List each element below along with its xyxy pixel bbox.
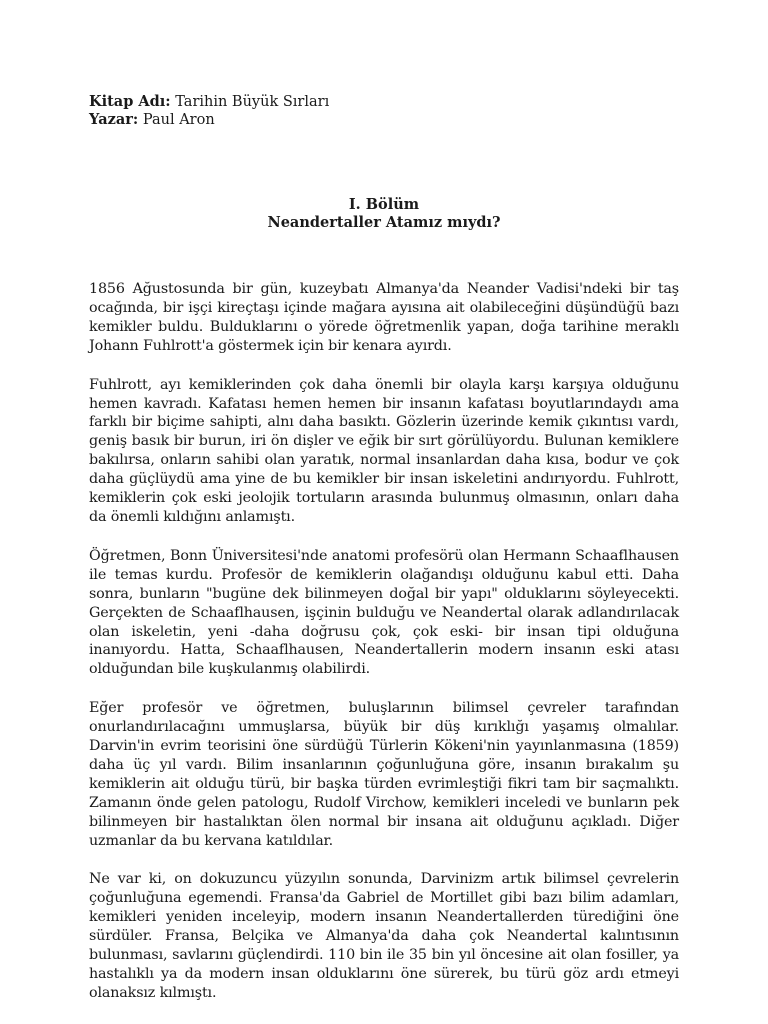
paragraph-5: Ne var ki, on dokuzuncu yüzyılın sonunda, Darvinizm artık bilimsel çevrelerin çoğunluğuna egemendi. Fransa'da Gabriel de Mortillet gibi bazı bilim adamları, kemikleri yeniden inceleyip, modern insanın Neandertallerden türediğini öne sürdüler. Fransa, Belçika ve Almanya'da daha çok Neandertal kalıntısının bulunması, savlarını güçlendirdi. 110 bin ile 35 bin yıl öncesine ait olan fosiller, ya hastalıklı ya da modern insan olduklarını öne sürerek, bu türü göz ardı etmeyi olanaksız kılmıştı. xyxy=(89,871,679,1001)
book-author-value: Paul Aron xyxy=(142,112,215,128)
chapter-number: I. Bölüm xyxy=(348,196,420,213)
book-title-label: Kitap Adı: xyxy=(89,93,171,110)
paragraph-2: Fuhlrott, ayı kemiklerinden çok daha önemli bir olayla karşı karşıya olduğunu hemen kavradı. Kafatası hemen hemen bir insanın kafatası boyutlarındaydı ama farklı bir biçime sahipti, alnı daha basıktı. Gözlerin üzerinde kemik çıkıntısı vardı, geniş basık bir burun, iri ön dişler ve eğik bir sırt görülüyordu. Bulunan kemiklere bakılırsa, onların sahibi olan yaratık, normal insanlardan daha kısa, bodur ve çok daha güçlüydü ama yine de bu kemikler bir insan iskeletini andırıyordu. Fuhlrott, kemiklerin çok eski jeolojik tortuların arasında bulunmuş olmasının, onları daha da önemli kıldığını anlamıştı. xyxy=(89,376,679,525)
paragraph-4: Eğer profesör ve öğretmen, buluşlarının bilimsel çevreler tarafından onurlandırılacağını ummuşlarsa, büyük bir düş kırıklığı yaşamış olmalılar. Darvin'in evrim teorisini öne sürdüğü Türlerin Kökeni'nin yayınlanmasına (1859) daha üç yıl vardı. Bilim insanlarının çoğunluğuna göre, insanın bırakalım şu kemiklerin ait olduğu türü, bir başka türden evrimleştiği fikri tam bir saçmalıktı. Zamanın önde gelen patologu, Rudolf Virchow, kemikleri inceledi ve bunların pek bilinmeyen bir hastalıktan ölen normal bir insana ait olduğunu açıkladı. Diğer uzmanlar da bu kervana katıldılar. xyxy=(89,700,679,849)
chapter-heading xyxy=(89,196,679,232)
document-page xyxy=(89,93,679,1023)
book-author-line xyxy=(89,111,679,129)
book-author-label: Yazar: xyxy=(89,111,139,128)
chapter-title: Neandertaller Atamız mıydı? xyxy=(267,214,501,231)
body-text xyxy=(89,280,679,1003)
book-title-line xyxy=(89,93,679,111)
paragraph-1: 1856 Ağustosunda bir gün, kuzeybatı Almanya'da Neander Vadisi'ndeki bir taş ocağında, bir işçi kireçtaşı içinde mağara ayısına ait olabileceğini düşündüğü bazı kemikler buldu. Bulduklarını o yörede öğretmenlik yapan, doğa tarihine meraklı Johann Fuhlrott'a göstermek için bir kenara ayırdı. xyxy=(89,281,679,354)
paragraph-3: Öğretmen, Bonn Üniversitesi'nde anatomi profesörü olan Hermann Schaaflhausen ile temas kurdu. Profesör de kemiklerin olağandışı olduğunu kabul etti. Daha sonra, bunların "bugüne dek bilinmeyen doğal bir yapı" olduklarını söyleyecekti. Gerçekten de Schaaflhausen, işçinin bulduğu ve Neandertal olarak adlandırılacak olan iskeletin, yeni -daha doğrusu çok, çok eski- bir insan tipi olduğuna inanıyordu. Hatta, Schaaflhausen, Neandertallerin modern insanın eski atası olduğundan bile kuşkulanmış olabilirdi. xyxy=(89,547,679,678)
book-title-value: Tarihin Büyük Sırları xyxy=(175,94,330,110)
